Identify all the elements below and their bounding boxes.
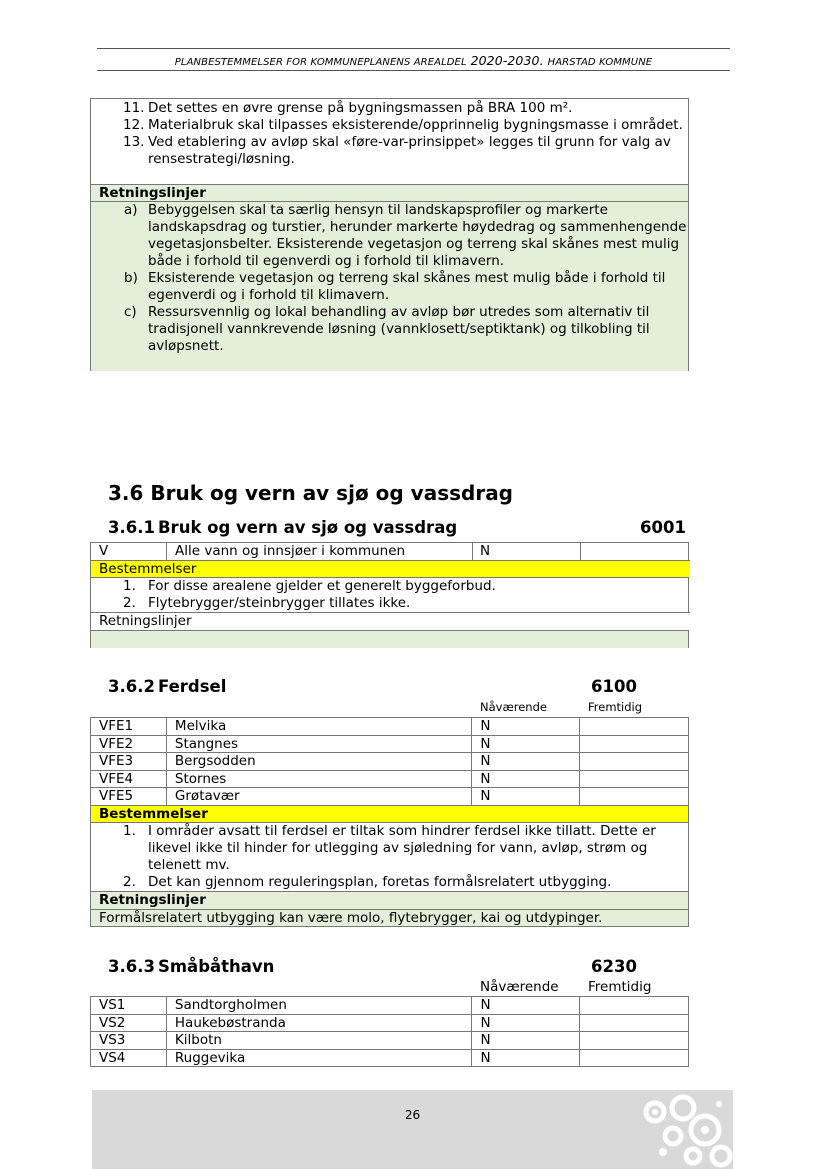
subsection-code-6230: 6230	[591, 957, 637, 976]
continued-rules-box	[90, 98, 689, 371]
rule-item: 11. Det settes en øvre grense på bygningsmassen på BRA 100 m².	[123, 100, 573, 116]
rule-item: 2. Flytebrygger/steinbrygger tillates ikke.	[123, 595, 411, 611]
rules-label: Bestemmelser	[91, 560, 690, 577]
rules-cell	[91, 823, 689, 892]
header-municipality: HARSTAD KOMMUNE	[547, 57, 653, 68]
guidelines-empty-row	[91, 630, 688, 648]
guideline-item: c) Ressursvennlig og lokal behandling av avløp bør utredes som alternativ til tradisjonell vannkrevende løsning (vannklosett/septiktank) og tilkobling til avløpsnett.	[124, 304, 650, 354]
guidelines-list	[91, 202, 688, 355]
rules-list	[91, 823, 688, 891]
guidelines-label: Retningslinjer	[91, 612, 690, 630]
rule-item: 13. Ved etablering av avløp skal «føre-var-prinsippet» legges til grunn for valg av rensestrategi/løsning.	[123, 134, 671, 167]
subsection-heading-3-6-3: 3.6.3 Småbåthavn	[108, 957, 275, 976]
table-row: VS4 Ruggevika N	[91, 1049, 689, 1067]
table-row: V Alle vann og innsjøer i kommunen N	[91, 543, 688, 560]
rules-list	[91, 99, 688, 168]
rules-label: Bestemmelser	[91, 805, 689, 823]
table-row: VFE2 Stangnes N	[91, 735, 689, 753]
table-row: VFE4 Stornes N	[91, 770, 689, 788]
column-header-future: Fremtidig	[588, 700, 643, 714]
gears-icon	[633, 1090, 733, 1169]
table-row: VS3 Kilbotn N	[91, 1032, 689, 1050]
column-header-current: Nåværende	[480, 979, 559, 995]
guideline-text: Formålsrelatert utbygging kan være molo, flytebrygger, kai og utdypinger.	[91, 909, 689, 927]
page-header	[97, 53, 730, 68]
rule-item: 12. Materialbruk skal tilpasses eksisterende/opprinnelig bygningsmasse i området.	[123, 117, 683, 133]
rule-item: 1. I områder avsatt til ferdsel er tiltak som hindrer ferdsel ikke tillatt. Dette er likevel ikke til hinder for utlegging av sjøledning for vann, avløp, strøm og telenett mv.	[123, 823, 656, 873]
table-row: VFE5 Grøtavær N	[91, 788, 689, 806]
table-row: VS1 Sandtorgholmen N	[91, 997, 689, 1015]
subsection-heading-3-6-2: 3.6.2 Ferdsel	[108, 677, 227, 696]
section-heading-3-6: 3.6 Bruk og vern av sjø og vassdrag	[108, 481, 513, 505]
header-years: 2020-2030.	[470, 53, 544, 68]
header-rule-top	[97, 48, 730, 49]
guidelines-block	[91, 184, 688, 371]
table-3-6-1	[90, 542, 689, 648]
guidelines-label: Retningslinjer	[91, 185, 688, 202]
table-row: VFE1 Melvika N	[91, 718, 689, 736]
page-footer	[92, 1090, 733, 1169]
guideline-item: b) Eksisterende vegetasjon og terreng skal skånes mest mulig både i forhold til egenverdi og i forhold til klimavern.	[124, 270, 666, 303]
table-3-6-2	[90, 717, 689, 927]
header-rule-bottom	[97, 70, 730, 71]
column-header-current: Nåværende	[480, 700, 547, 714]
column-header-future: Fremtidig	[588, 979, 652, 995]
guideline-item: a) Bebyggelsen skal ta særlig hensyn til landskapsprofiler og markerte landskapsdrag og turstier, herunder markerte høydedrag og sammenhengende vegetasjonsbelter. Eksisterende vegetasjon og terreng skal skånes mest mulig både i forhold til egenverdi og i forhold til klimavern.	[124, 202, 687, 269]
guidelines-label: Retningslinjer	[91, 892, 689, 910]
rule-item: 2. Det kan gjennom reguleringsplan, foretas formålsrelatert utbygging.	[123, 874, 612, 890]
rule-item: 1. For disse arealene gjelder et generelt byggeforbud.	[123, 578, 496, 594]
table-3-6-3	[90, 996, 689, 1067]
page-number: 26	[404, 1108, 421, 1122]
rules-list	[91, 577, 688, 612]
subsection-code-6100: 6100	[591, 677, 637, 696]
table-row: VS2 Haukebøstranda N	[91, 1014, 689, 1032]
header-title: PLANBESTEMMELSER FOR KOMMUNEPLANENS AREALDEL	[174, 57, 467, 68]
subsection-code-6001: 6001	[640, 518, 686, 537]
subsection-heading-3-6-1: 3.6.1 Bruk og vern av sjø og vassdrag	[108, 518, 458, 537]
table-row: VFE3 Bergsodden N	[91, 753, 689, 771]
